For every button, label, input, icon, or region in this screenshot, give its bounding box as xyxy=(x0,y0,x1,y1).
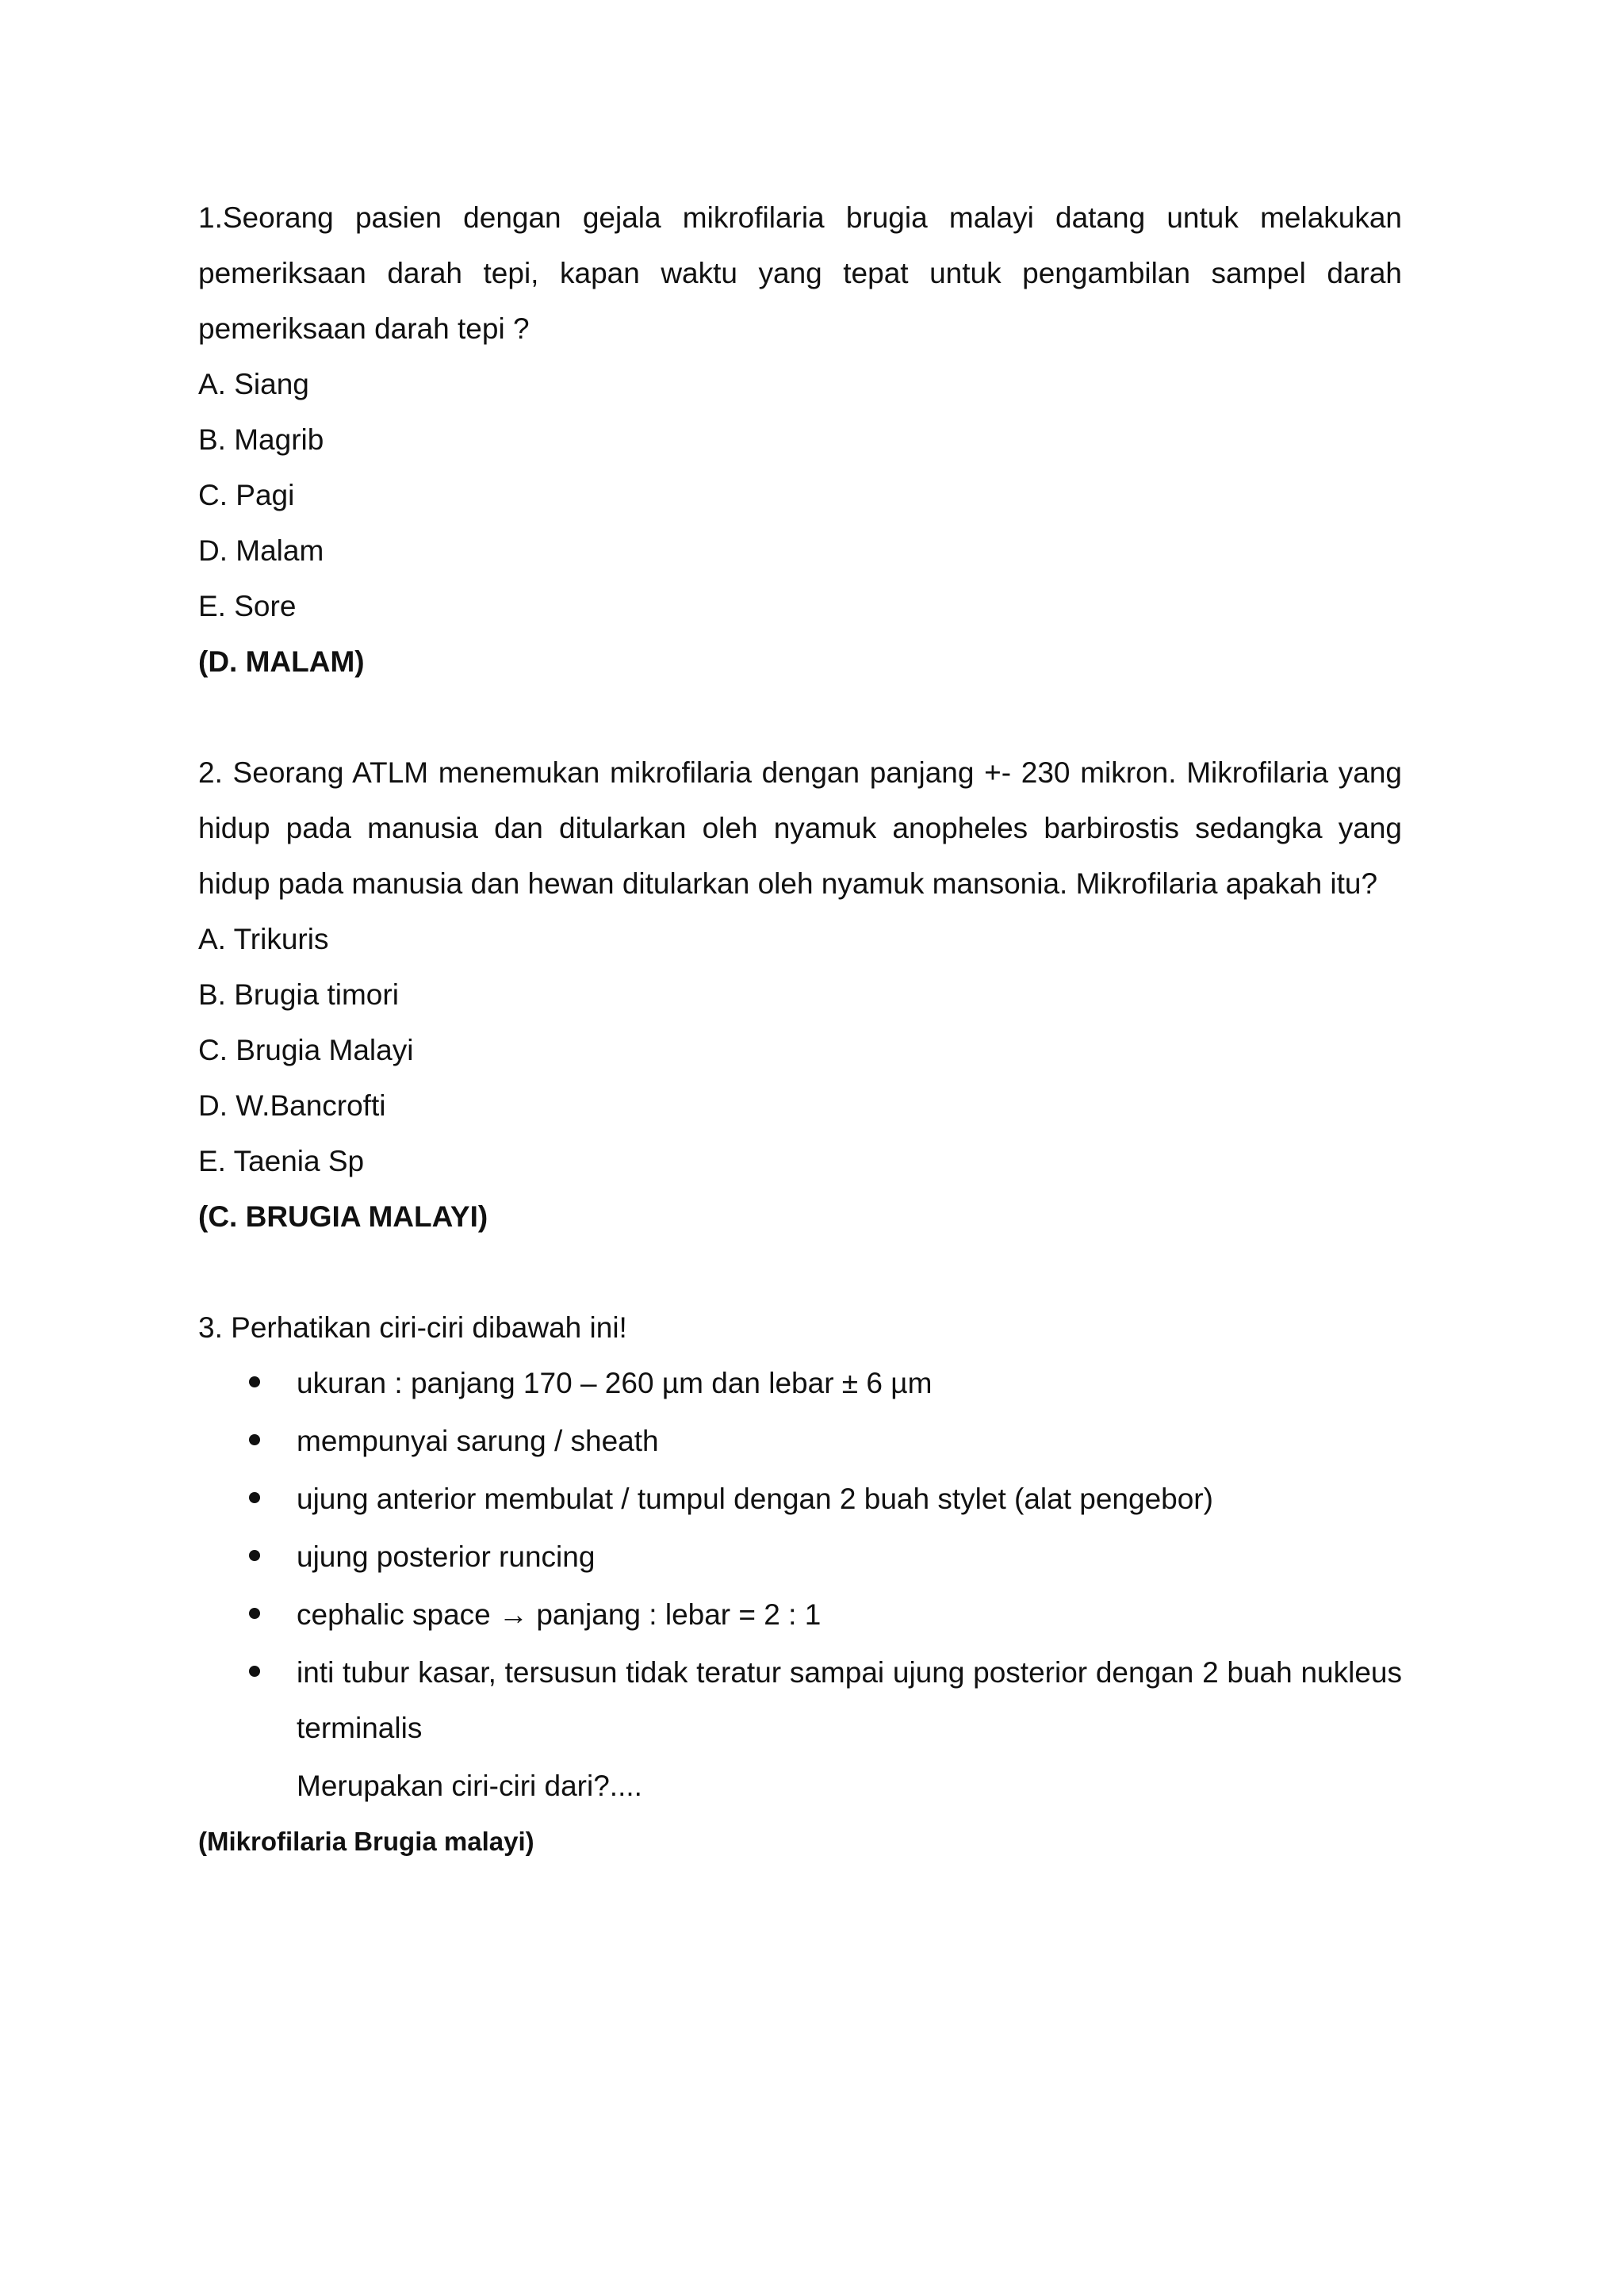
list-item xyxy=(198,1356,1402,1411)
option-d: D. W.Bancrofti xyxy=(198,1089,386,1122)
question-2 xyxy=(198,745,1402,1245)
list-item-text: ujung posterior runcing xyxy=(297,1540,596,1573)
spacer xyxy=(198,1245,1402,1300)
question-text: 2. Seorang ATLM menemukan mikrofilaria dengan panjang +- 230 mikron. Mikrofilaria yang hidup pada manusia dan ditularkan oleh nyamuk anopheles barbirostis sedangka yang hidup pada manusia dan hewan ditularkan oleh nyamuk mansonia. Mikrofilaria apakah itu? xyxy=(198,756,1402,900)
bullet-icon xyxy=(249,1550,260,1561)
bullet-icon xyxy=(249,1666,260,1677)
question-text: 3. Perhatikan ciri-ciri dibawah ini! xyxy=(198,1311,627,1344)
list-item-text: mempunyai sarung / sheath xyxy=(297,1425,659,1457)
option-e: E. Sore xyxy=(198,590,297,622)
list-item xyxy=(198,1529,1402,1585)
list-item xyxy=(198,1471,1402,1527)
option-c: C. Brugia Malayi xyxy=(198,1034,414,1066)
option-a: A. Trikuris xyxy=(198,923,329,955)
option-a: A. Siang xyxy=(198,368,309,400)
answer-key: (D. MALAM) xyxy=(198,645,365,678)
question-3 xyxy=(198,1300,1402,1869)
document-content xyxy=(198,190,1402,1869)
list-item xyxy=(198,1645,1402,1756)
answer-key: (Mikrofilaria Brugia malayi) xyxy=(198,1827,534,1856)
option-c: C. Pagi xyxy=(198,479,295,511)
question-1 xyxy=(198,190,1402,690)
question-prompt: Merupakan ciri-ciri dari?.... xyxy=(297,1770,642,1802)
list-item xyxy=(198,1587,1402,1643)
list-item-text: ujung anterior membulat / tumpul dengan 2 buah stylet (alat pengebor) xyxy=(297,1483,1213,1515)
option-d: D. Malam xyxy=(198,534,324,567)
bullet-icon xyxy=(249,1608,260,1619)
list-item-text: inti tubur kasar, tersusun tidak teratur sampai ujung posterior dengan 2 buah nukleus terminalis xyxy=(297,1656,1402,1744)
characteristics-list xyxy=(198,1356,1402,1756)
option-e: E. Taenia Sp xyxy=(198,1145,365,1177)
bullet-icon xyxy=(249,1434,260,1445)
question-text: 1.Seorang pasien dengan gejala mikrofilaria brugia malayi datang untuk melakukan pemeriksaan darah tepi, kapan waktu yang tepat untuk pengambilan sampel darah pemeriksaan darah tepi ? xyxy=(198,201,1402,345)
list-item-text: ukuran : panjang 170 – 260 µm dan lebar ± 6 µm xyxy=(297,1367,933,1399)
option-b: B. Magrib xyxy=(198,423,324,456)
answer-key: (C. BRUGIA MALAYI) xyxy=(198,1200,488,1233)
bullet-icon xyxy=(249,1376,260,1387)
spacer xyxy=(198,690,1402,745)
list-item-text: cephalic space → panjang : lebar = 2 : 1 xyxy=(297,1598,822,1631)
option-b: B. Brugia timori xyxy=(198,978,399,1011)
list-item xyxy=(198,1414,1402,1469)
bullet-icon xyxy=(249,1492,260,1503)
